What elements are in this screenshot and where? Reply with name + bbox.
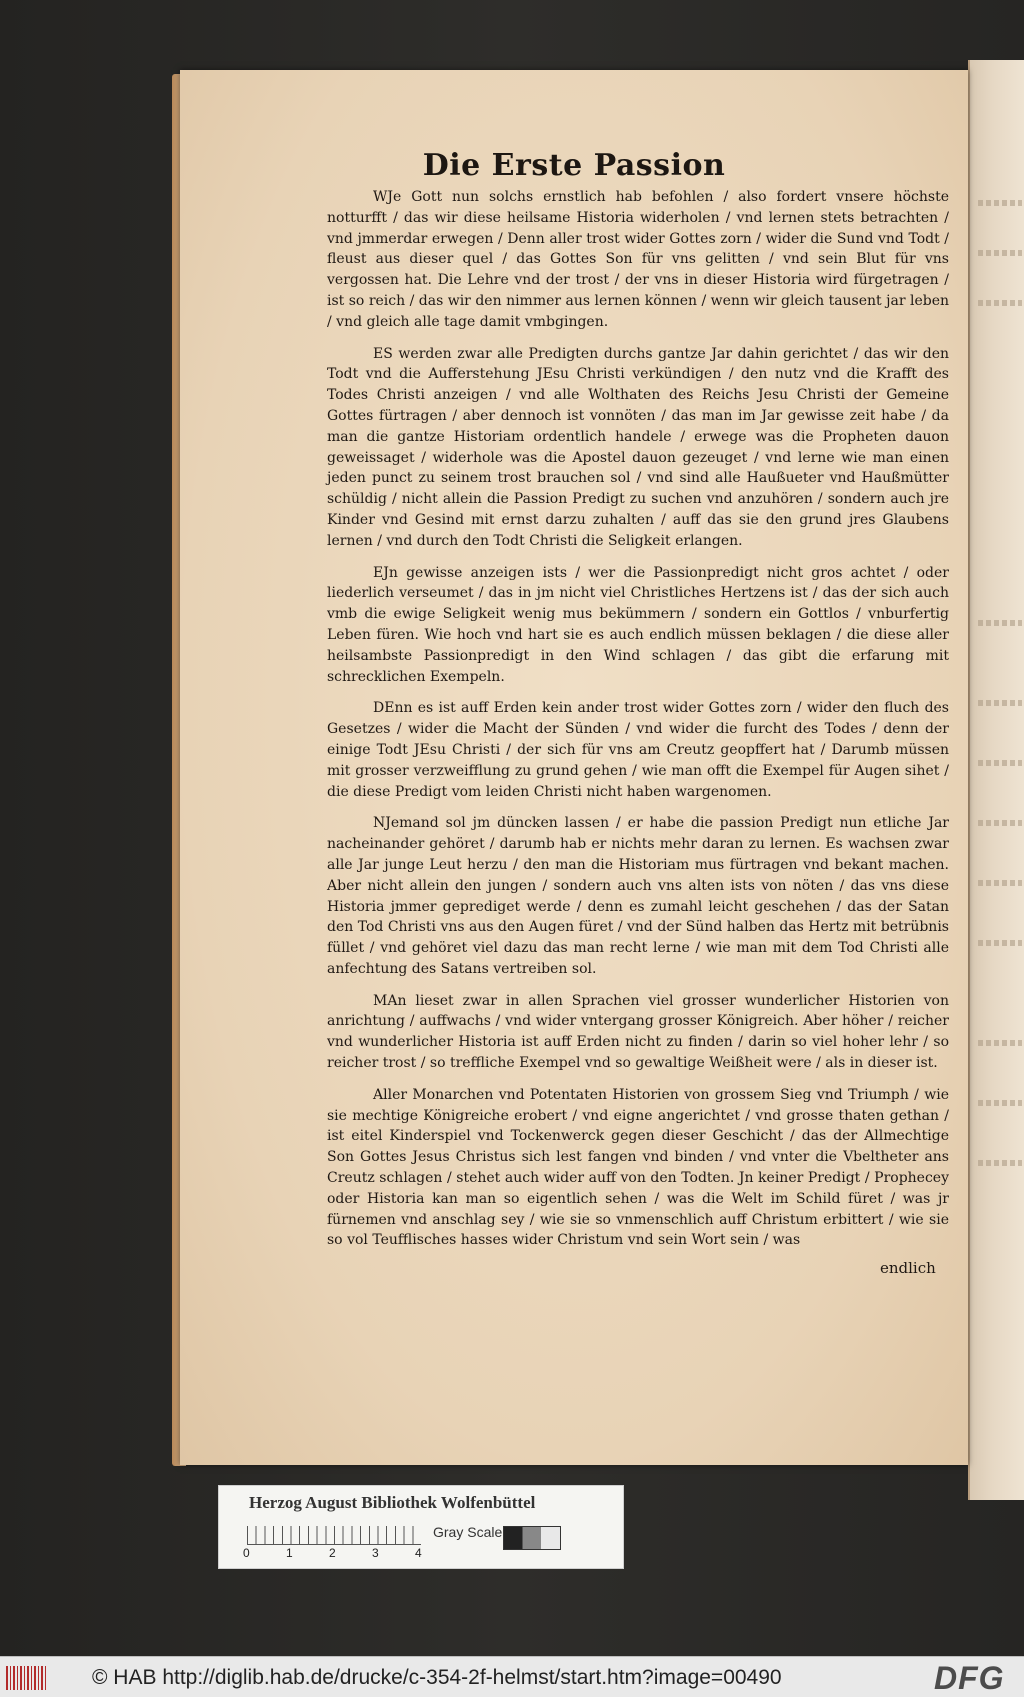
bleed-through-line	[978, 700, 1022, 706]
bleed-through-line	[978, 940, 1022, 946]
ruler-number: 1	[286, 1546, 293, 1560]
page-title: Die Erste Passion	[422, 148, 726, 183]
paragraph-4: DEnn es ist auff Erden kein ander trost wider Gottes zorn / wider den fluch des Gesetzes / wider die Macht der Sünden / vnd wider die furcht des Todes / denn der einige Todt JEsu Christi / der sich für vns am Creutz geopffert hat / Darumb müssen mit grosser verzweifflung zu grund gehen / wie man offt die Exempel für Augen sihet / die diese Predigt vom leiden Christi nicht haben wargenomen.	[327, 700, 949, 800]
library-name: Herzog August Bibliothek Wolfenbüttel	[249, 1493, 536, 1512]
bleed-through-line	[978, 820, 1022, 826]
body-text	[327, 187, 949, 1262]
paragraph-7: Aller Monarchen vnd Potentaten Historien von grossem Sieg vnd Triumph / wie sie mechtige Königreiche erobert / vnd eigne angerichtet / vnd grosse thaten gethan / ist eitel Kinderspiel vnd Tockenwerck gegen dieser Geschicht / das der Allmechtige Son Gottes Jesus Christus sich lest fangen vnd binden / vnd vnter die Vbeltheter ans Creutz schlagen / stehet auch wider auff von den Todten. Jn keiner Predigt / Prophecey oder Historia kan man so eigentlich sehen / was die Welt im Schild füret / was jr fürnemen vnd anschlag sey / wie sie so vnmenschlich auff Christum erbittert / wie sie so vol Teufflisches hasses wider Christum vnd sein Wort sein / was	[327, 1086, 949, 1249]
bleed-through-line	[978, 1100, 1022, 1106]
barcode-icon	[6, 1666, 46, 1690]
ruler-number: 2	[329, 1546, 336, 1560]
catchword: endlich	[880, 1259, 936, 1277]
bleed-through-line	[978, 300, 1022, 306]
bleed-through-line	[978, 620, 1022, 626]
bleed-through-line	[978, 760, 1022, 766]
paragraph-5: NJemand sol jm düncken lassen / er habe die passion Predigt nun etliche Jar nacheinander gehöret / darumb hab er nichts mehr daran zu lernen. Es wachsen zwar alle Jar junge Leut herzu / den man die Historiam mus fürtragen vnd bekant machen. Aber nicht allein den jungen / sondern auch vns alten ists von nöten / das vns diese Historia jmmer geprediget werde / denn es zumahl leicht geschehen / das der Satan den Tod Christi vns aus den Augen füret / vnd der Sünd halben das Hertz mit betrübnis füllet / vnd gehöret viel dazu das man recht lerne / wie man mit dem Tod Christi alle anfechtung des Satans vertreiben sol.	[327, 815, 949, 977]
color-target-card	[218, 1485, 624, 1569]
source-url[interactable]: © HAB http://diglib.hab.de/drucke/c-354-2f-helmst/start.htm?image=00490	[92, 1666, 782, 1689]
paragraph-6: MAn lieset zwar in allen Sprachen viel grosser wunderlicher Historien von anrichtung / auffwachs / vnd wider vntergang grosser Königreich. Aber höher / reicher vnd wunderlicher Historia ist auff Erden nicht zu finden / darin so viel hoher lehr / so reicher trost / so treffliche Exempel vnd so gewaltige Weißheit were / als in dieser ist.	[327, 992, 949, 1072]
footer-bar	[0, 1656, 1024, 1697]
dfg-logo: DFG	[934, 1660, 1005, 1696]
paragraph-3: EJn gewisse anzeigen ists / wer die Passionpredigt nicht gros achtet / oder liederlich verseumet / das in jm nicht viel Christliches Hertzens ist / das der sich auch vmb die ewige Seligkeit wenig mus bekümmern / sondern ein Gottlos / vnburfertig Leben füren. Wie hoch vnd hart sie es auch endlich müssen beklagen / die diese aller heilsambste Passionpredigt in den Wind schlagen / das gibt die erfarung mit schrecklichen Exempeln.	[327, 564, 949, 685]
paragraph-2: ES werden zwar alle Predigten durchs gantze Jar dahin gerichtet / das wir den Todt vnd die Aufferstehung JEsu Christi verkündigen / den nutz vnd die Krafft des Todes Christi anzeigen / vnd alle Wolthaten des Reichs Jesu Christi der Gemeine Gottes fürtragen / aber dennoch ist vonnöten / das man im Jar gewisse zeit habe / da man die gantze Historiam ordentlich handele / erwege was die Propheten dauon geweissaget / widerhole was die Apostel dauon gezeuget / vnd lerne wie man einen jeden punct zu seinem trost brauchen sol / vnd sind alle Haußueter vnd Haußmütter schüldig / nicht allein die Passion Predigt zu suchen vnd anzuhören / sondern auch jre Kinder vnd Gesind mit ernst darzu zuhalten / auff das sie den grund jres Glaubens lernen / vnd durch den Todt Christi die Seligkeit erlangen.	[327, 345, 949, 549]
ruler-number: 0	[243, 1546, 250, 1560]
paragraph-1: WJe Gott nun solchs ernstlich hab befohlen / also fordert vnsere höchste notturfft / das wir diese heilsame Historia widerholen / vnd lernen stets betrachten / vnd jmmerdar erwegen / Denn aller trost wider Gottes zorn / wider die Sund vnd Todt / fleust aus dieser quel / das Gottes Son für vns gelitten / vnd sein Blut für vns vergossen hat. Die Lehre vnd der trost / der vns in dieser Historia wird fürgetragen / ist so reich / das wir den nimmer aus lernen können / wenn wir gleich tausent jar leben / vnd gleich alle tage damit vmbgingen.	[327, 189, 949, 330]
bleed-through-line	[978, 880, 1022, 886]
bleed-through-line	[978, 1040, 1022, 1046]
bleed-through-line	[978, 200, 1022, 206]
gray-scale-label: Gray Scale	[433, 1524, 503, 1540]
gray-scale-swatch	[503, 1526, 561, 1550]
ruler-number: 3	[372, 1546, 379, 1560]
bleed-through-line	[978, 1160, 1022, 1166]
ruler-number: 4	[415, 1546, 422, 1560]
scale-ruler	[247, 1526, 421, 1545]
bleed-through-line	[978, 250, 1022, 256]
adjacent-page	[968, 60, 1024, 1500]
